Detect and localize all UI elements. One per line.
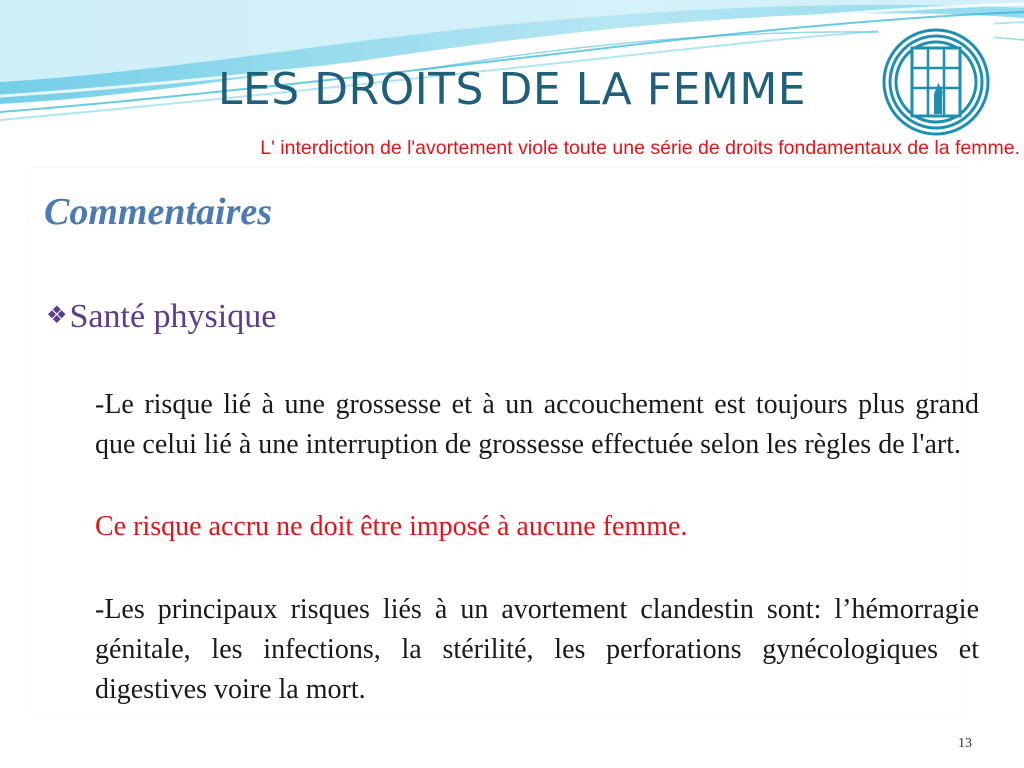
- bullet-text: Santé physique: [69, 298, 277, 335]
- bullet-point: [46, 298, 276, 336]
- paragraph-risk-pregnancy: -Le risque lié à une grossesse et à un accouchement est toujours plus grand que celui lié à une interruption de grossesse effectuée selon les règles de l'art.: [95, 389, 979, 460]
- slide-title: LES DROITS DE LA FEMME: [217, 64, 807, 115]
- paragraph-clandestine-risks: -Les principaux risques liés à un avortement clandestin sont: l’hémorragie génitale, les infections, la stérilité, les perforations gynécologiques et digestives voire la mort.: [95, 594, 979, 705]
- slide-subtitle: L' interdiction de l'avortement viole toute une série de droits fondamentaux de la femme.: [260, 137, 1020, 159]
- organization-logo-icon: [878, 22, 994, 140]
- paragraph-emphasis: Ce risque accru ne doit être imposé à aucune femme.: [95, 511, 688, 542]
- diamond-bullet-icon: ❖: [46, 303, 68, 329]
- section-heading: Commentaires: [44, 191, 273, 233]
- page-number: 13: [958, 736, 972, 751]
